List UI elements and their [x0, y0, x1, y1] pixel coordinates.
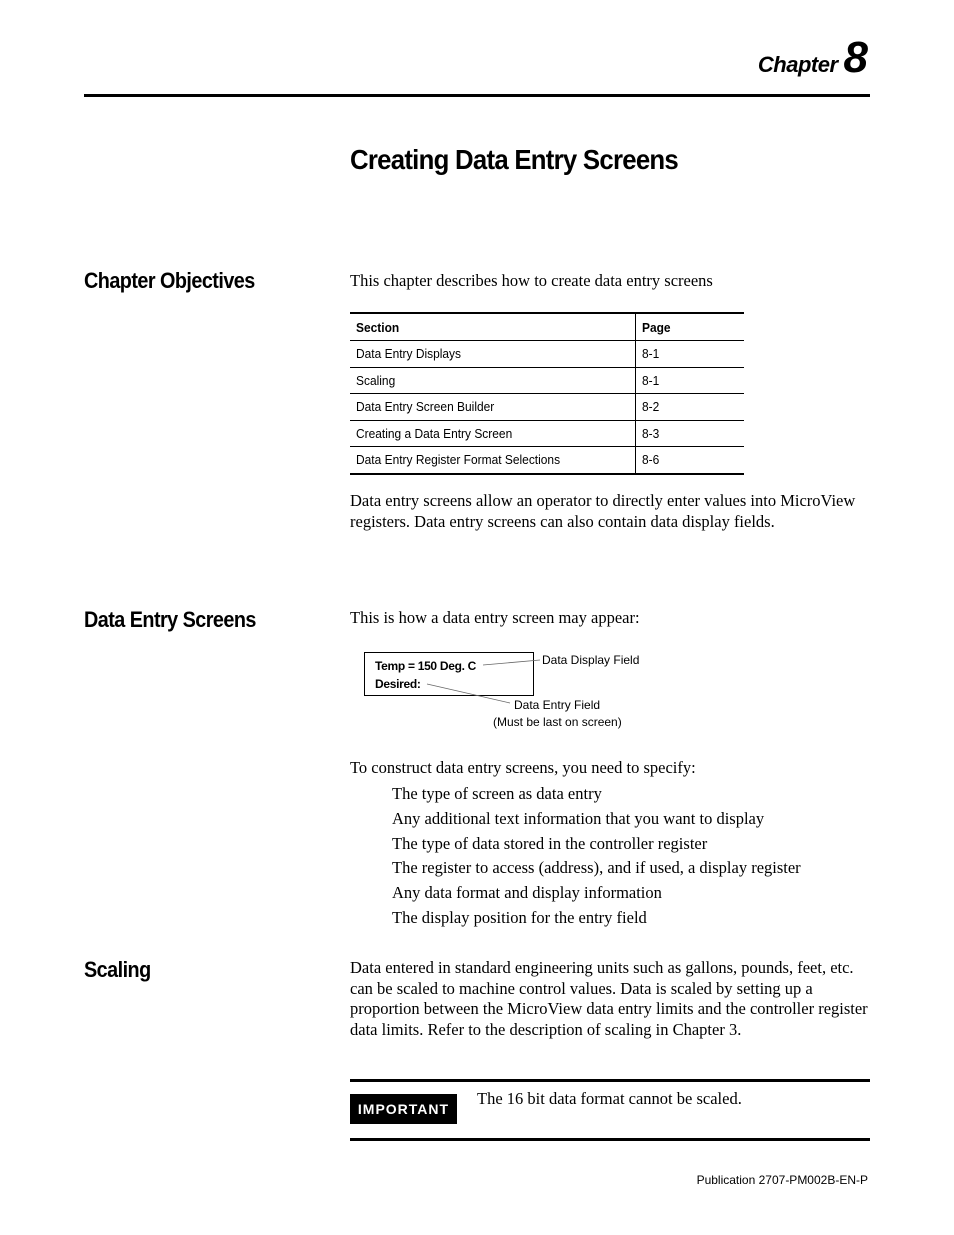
table-cell-page: 8-3	[636, 420, 745, 447]
leader-display-field	[483, 660, 540, 665]
list-item: The display position for the entry field	[392, 907, 647, 927]
table-cell-page: 8-6	[636, 447, 745, 474]
table-cell-page: 8-1	[636, 341, 745, 368]
list-item: The register to access (address), and if used, a display register	[392, 858, 801, 878]
callout-entry-note: (Must be last on screen)	[493, 715, 622, 729]
chapter-label: Chapter	[757, 52, 838, 77]
important-text: The 16 bit data format cannot be scaled.	[477, 1089, 742, 1108]
screen-line-display: Temp = 150 Deg. C	[375, 659, 477, 673]
table-cell-section: Data Entry Screen Builder	[350, 394, 636, 421]
data-entry-intro: This is how a data entry screen may appear:	[350, 608, 640, 627]
column-header-page: Page	[636, 313, 745, 341]
page-title: Creating Data Entry Screens	[350, 144, 679, 175]
screen-line-entry: Desired:	[375, 677, 421, 691]
table-cell-page: 8-1	[636, 367, 745, 394]
table-cell-page: 8-2	[636, 394, 745, 421]
list-item: The type of screen as data entry	[392, 784, 602, 803]
list-item: Any data format and display information	[392, 883, 662, 903]
list-item: Any additional text information that you want to display	[392, 808, 765, 828]
heading-data-entry-screens: Data Entry Screens	[84, 607, 256, 632]
construct-list	[392, 782, 801, 931]
table-cell-section: Data Entry Displays	[350, 341, 636, 368]
heading-scaling: Scaling	[84, 957, 151, 982]
important-bottom-rule	[350, 1138, 870, 1141]
important-top-rule	[350, 1079, 870, 1082]
scaling-paragraph: Data entered in standard engineering units such as gallons, pounds, feet, etc. can be scaled to machine control values. Data is scaled by setting up a proportion between the MicroView data entry limits and the controller register data limits. Refer to the description of scaling in Chapter 3.	[350, 958, 868, 1039]
table-cell-section: Creating a Data Entry Screen	[350, 420, 636, 447]
publication-footer: Publication 2707-PM002B-EN-P	[696, 1173, 868, 1187]
table-cell-section: Data Entry Register Format Selections	[350, 447, 636, 474]
callout-data-entry-field: Data Entry Field	[514, 698, 601, 712]
callout-data-display-field: Data Display Field	[542, 653, 640, 667]
column-header-section: Section	[350, 313, 636, 341]
objectives-paragraph: Data entry screens allow an operator to directly enter values into MicroView registers. Data entry screens can also contain data display fields.	[350, 491, 856, 531]
chapter-number: 8	[843, 33, 868, 82]
objectives-intro: This chapter describes how to create data entry screens	[350, 271, 713, 290]
heading-chapter-objectives: Chapter Objectives	[84, 268, 255, 293]
leader-entry-field	[427, 684, 510, 703]
list-item: The type of data stored in the controller register	[392, 833, 708, 853]
table-cell-section: Scaling	[350, 367, 636, 394]
construct-intro: To construct data entry screens, you need to specify:	[350, 758, 696, 777]
important-badge: IMPORTANT	[350, 1094, 457, 1124]
